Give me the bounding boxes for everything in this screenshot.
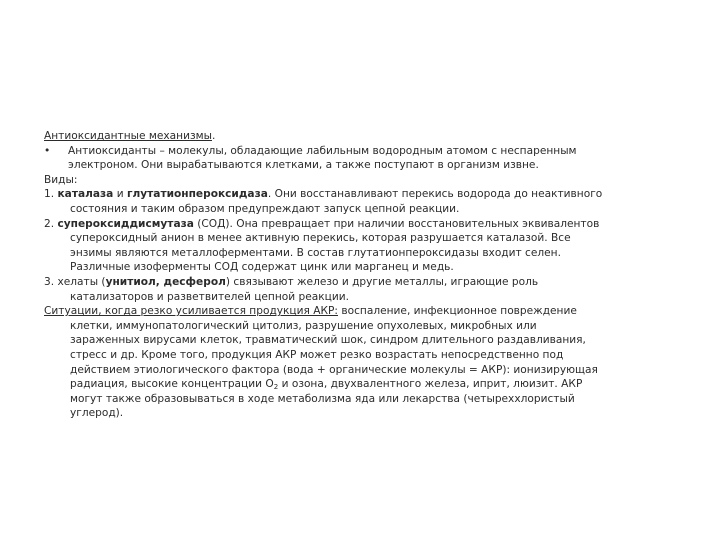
item-1-number: 1. xyxy=(44,188,58,201)
item-1-line-1 xyxy=(44,187,694,202)
situations-line-4: стресс и др. Кроме того, продукция АКР может резко возрастать непосредственно под xyxy=(70,348,564,361)
oxygen-subscript: 2 xyxy=(273,383,279,392)
item-1-text: . Они восстанавливают перекись водорода до неактивного xyxy=(267,188,603,201)
situations-line-6-part-a: радиация, высокие концентрации О xyxy=(70,378,274,391)
item-1-line-2: состояния и таким образом предупреждают запуск цепной реакции. xyxy=(70,202,460,215)
item-2-line-2: супероксидный анион в менее активную перекись, которая разрушается каталазой. Все xyxy=(70,232,571,245)
item-3-number: 3. хелаты ( xyxy=(44,275,106,288)
item-2-number: 2. xyxy=(44,217,58,230)
section-heading-period: . xyxy=(211,130,216,142)
item-2-text: (СОД). Она превращает при наличии восстановительных эквивалентов xyxy=(193,217,600,230)
situations-line-6-part-b: и озона, двухвалентного железа, иприт, люизит. АКР xyxy=(278,378,583,391)
item-1-conjunction: и xyxy=(113,188,127,201)
situations-text: воспаление, инфекционное повреждение xyxy=(338,305,577,318)
bullet-line-1: Антиоксиданты – молекулы, обладающие лабильным водородным атомом с неспаренным xyxy=(68,144,577,157)
bullet-mark: • xyxy=(44,144,51,157)
bullet-line-2: электроном. Они вырабатываются клетками, а также поступают в организм извне. xyxy=(68,159,539,172)
item-2-line-4: Различные изоферменты СОД содержат цинк или марганец и медь. xyxy=(70,261,454,274)
item-3-term-chelators: унитиол, десферол xyxy=(105,275,226,288)
section-heading: Антиоксидантные механизмы xyxy=(44,130,212,142)
item-3-line-2: катализаторов и разветвителей цепной реакции. xyxy=(70,290,349,303)
situations-line-8: углерод). xyxy=(70,407,124,420)
antioxidant-definition-bullet xyxy=(44,144,694,159)
item-3-text: ) связывают железо и другие металлы, играющие роль xyxy=(225,275,539,288)
slide-text-body xyxy=(44,129,694,421)
situations-line-3: зараженных вирусами клеток, травматический шок, синдром длительного раздавливания, xyxy=(70,334,586,347)
types-label: Виды: xyxy=(44,173,78,186)
situations-line-6 xyxy=(44,377,694,392)
situations-line-7: могут также образовываться в ходе метаболизма яда или лекарства (четыреххлористый xyxy=(70,392,575,405)
item-1-term-glutathione-peroxidase: глутатионпероксидаза xyxy=(126,188,268,201)
situations-line-5: действием этиологического фактора (вода + органические молекулы = АКР): ионизирующая xyxy=(70,363,598,376)
item-1-term-catalase: каталаза xyxy=(57,188,114,201)
item-3-line-1 xyxy=(44,275,694,290)
section-heading-line xyxy=(44,129,694,144)
situations-heading: Ситуации, когда резко усиливается продукция АКР: xyxy=(44,305,338,318)
situations-line-2: клетки, иммунопатологический цитолиз, разрушение опухолевых, микробных или xyxy=(70,319,537,332)
item-2-line-3: энзимы являются металлоферментами. В состав глутатионпероксидазы входит селен. xyxy=(70,246,561,259)
item-2-term-sod: супероксиддисмутаза xyxy=(57,217,194,230)
item-2-line-1 xyxy=(44,217,694,232)
situations-line-1 xyxy=(44,304,694,319)
